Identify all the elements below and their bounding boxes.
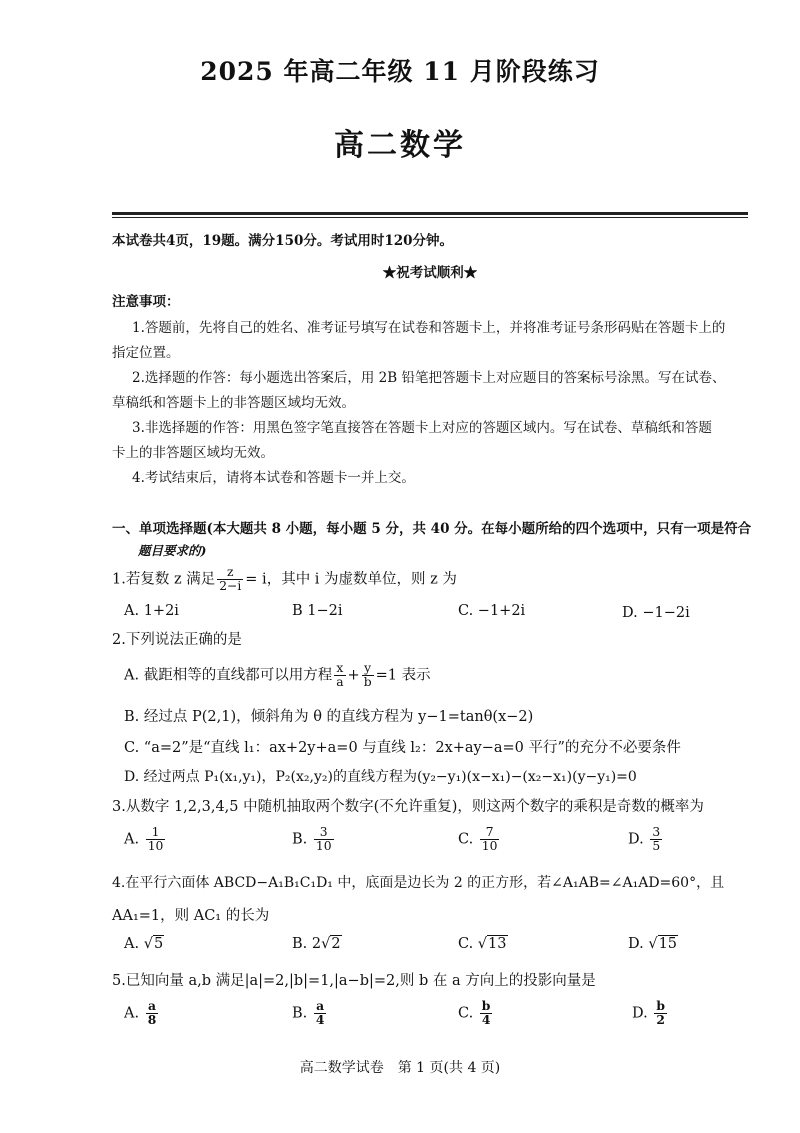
notes-item: 草稿纸和答题卡上的非答题区域均无效。 (112, 395, 355, 411)
question-4-option-b: B. 2√2 (292, 936, 341, 952)
question-5-option-b: B. $\frac{a}{4}$ (292, 998, 325, 1027)
question-2-option-b: B. 经过点 P(2,1)，倾斜角为 θ 的直线方程为 y−1=tanθ(x−2) (124, 709, 534, 725)
question-3-option-d: D. $\frac{3}{5}$ (628, 825, 661, 853)
notes-item: 1.答题前，先将自己的姓名、准考证号填写在试卷和答题卡上，并将准考证号条形码贴在答题卡上的 (132, 320, 726, 336)
question-2-option-d: D. 经过两点 P₁(x₁,y₁)，P₂(x₂,y₂)的直线方程为(y₂−y₁)(x−x₁)−(x₂−x₁)(y−y₁)=0 (124, 769, 637, 785)
question-1-option-d: D. −1−2i (622, 605, 690, 621)
question-1-option-b: B 1−2i (292, 603, 343, 619)
notes-heading: 注意事项： (112, 294, 180, 310)
page-footer: 高二数学试卷 第 1 页(共 4 页) (299, 1060, 501, 1076)
question-1-option-c: C. −1+2i (458, 603, 526, 619)
question-5-option-c: C. $\frac{b}{4}$ (458, 998, 491, 1027)
header-divider-thin (112, 217, 748, 218)
question-5-stem: 5.已知向量 a,b 满足|a|=2,|b|=1,|a−b|=2,则 b 在 a 方向上的投影向量是 (112, 973, 596, 989)
section-heading: 一、单项选择题(本大题共 8 小题，每小题 5 分，共 40 分。在每小题所给的四个选项中，只有一项是符合 (112, 521, 752, 537)
section-heading-cont: 题目要求的) (138, 543, 207, 558)
exam-info-line: 本试卷共4页，19题。满分150分。考试用时120分钟。 (112, 233, 454, 249)
question-2-option-a: A. 截距相等的直线都可以用方程 $\frac{x}{a}$ + $\frac{y}{b}$ =1 表示 (124, 661, 431, 689)
question-3-option-c: C. $\frac{7}{10}$ (458, 825, 498, 853)
question-3-option-a: A. $\frac{1}{10}$ (124, 825, 164, 853)
question-4-option-a: A. √5 (124, 936, 164, 952)
notes-item: 4.考试结束后，请将本试卷和答题卡一并上交。 (132, 470, 415, 486)
question-1-option-a: A. 1+2i (124, 603, 179, 619)
question-1-stem: 1.若复数 z 满足 $\frac{z}{2-i}$ = i，其中 i 为虚数单位，则 z 为 (112, 565, 457, 593)
question-4-option-d: D. √15 (628, 936, 678, 952)
question-3-option-b: B. $\frac{3}{10}$ (292, 825, 332, 853)
question-2-stem: 2.下列说法正确的是 (112, 632, 242, 648)
header-divider-thick (112, 212, 748, 215)
question-3-stem: 3.从数字 1,2,3,4,5 中随机抽取两个数字(不允许重复)，则这两个数字的乘积是奇数的概率为 (112, 799, 704, 815)
question-4-option-c: C. √13 (458, 936, 507, 952)
blessing-text: ★祝考试顺利★ (382, 265, 478, 281)
notes-item: 2.选择题的作答：每小题选出答案后，用 2B 铅笔把答题卡上对应题目的答案标号涂黑。写在试卷、 (132, 370, 726, 386)
exam-title: 2025 年高二年级 11 月阶段练习 (200, 57, 600, 86)
question-4-stem: 4.在平行六面体 ABCD−A₁B₁C₁D₁ 中，底面是边长为 2 的正方形，若∠A₁AB=∠A₁AD=60°，且 (112, 875, 725, 891)
subject-title: 高二数学 (334, 128, 466, 163)
question-5-option-a: A. $\frac{a}{8}$ (124, 998, 157, 1027)
notes-item: 3.非选择题的作答：用黑色签字笔直接答在答题卡上对应的答题区域内。写在试卷、草稿纸和答题 (132, 420, 712, 436)
question-4-stem-cont: AA₁=1，则 AC₁ 的长为 (112, 908, 270, 924)
notes-item: 卡上的非答题区域均无效。 (112, 445, 274, 461)
question-2-option-c: C. “a=2”是“直线 l₁：ax+2y+a=0 与直线 l₂：2x+ay−a=0 平行”的充分不必要条件 (124, 740, 681, 756)
question-5-option-d: D. $\frac{b}{2}$ (632, 998, 665, 1027)
notes-item: 指定位置。 (112, 345, 180, 361)
